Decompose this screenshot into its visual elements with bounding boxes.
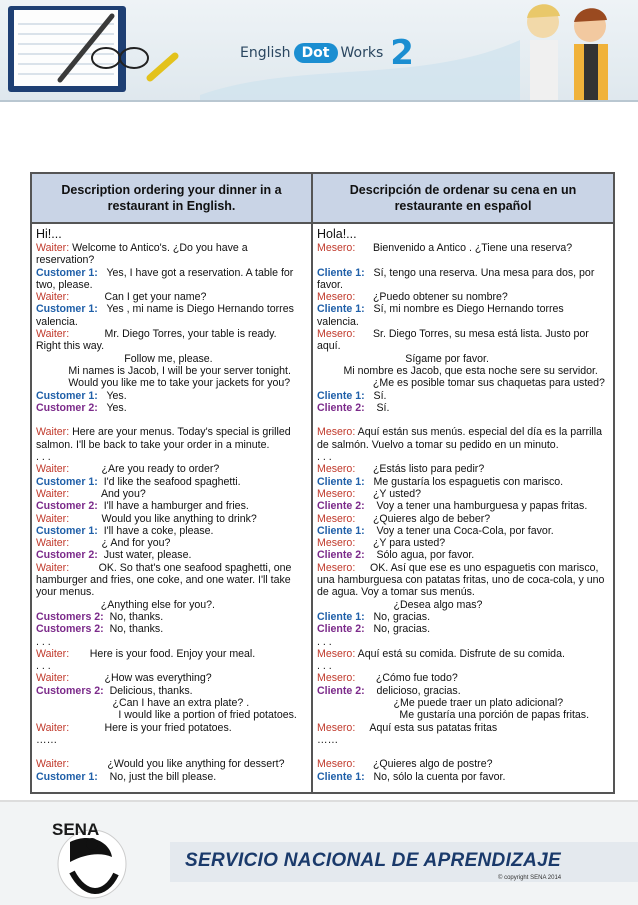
dialogue-line xyxy=(317,685,609,697)
dialogue-line xyxy=(317,463,609,475)
sena-logo-text: SENA xyxy=(52,820,100,839)
speaker-label-customer1: Customer 1: xyxy=(36,389,98,402)
line-text: …… xyxy=(317,733,339,746)
brand-dot: Dot xyxy=(294,43,338,63)
dialogue-line xyxy=(36,697,307,709)
line-text: Aquí están sus menús. especial del día es la parrilla xyxy=(355,426,603,439)
institution-name: SERVICIO NACIONAL DE APRENDIZAJE xyxy=(185,850,561,871)
line-text: de salmón. Vuelvo a tomar su pedido en un minuto. xyxy=(317,438,559,451)
sena-logo-icon xyxy=(58,830,126,898)
dialogue-line xyxy=(36,242,307,254)
line-text: Aquí está su comida. Disfrute de su comida. xyxy=(355,647,565,660)
line-text: ¿Y usted? xyxy=(355,487,422,500)
dialogue-line xyxy=(317,365,609,377)
english-dialogue xyxy=(32,224,311,783)
dialogue-line xyxy=(36,672,307,684)
line-text: ¿Would you like anything for dessert? xyxy=(69,758,285,771)
line-text: No, just the bill please. xyxy=(97,770,217,783)
brand-number: 2 xyxy=(390,33,414,73)
line-text: ¿Desea algo mas? xyxy=(317,598,483,611)
dialogue-line xyxy=(317,549,609,561)
dialogue-line xyxy=(317,574,609,586)
dialogue-line xyxy=(317,303,609,315)
line-text: . . . xyxy=(317,660,332,673)
dialogue-line xyxy=(317,242,609,254)
dialogue-line xyxy=(36,402,307,414)
line-text: aquí. xyxy=(317,340,341,353)
brand-left: English xyxy=(240,45,291,61)
english-column-header: Description ordering your dinner in a restaurant in English. xyxy=(32,174,311,224)
line-text: Delicious, thanks. xyxy=(103,684,193,697)
line-text: OK. Así que ese es uno espaguetis con marisco, xyxy=(355,561,599,574)
line-text: Voy a tener una hamburguesa y papas fritas. xyxy=(364,500,588,513)
speaker-label-waiter: Mesero: xyxy=(317,426,356,439)
page-header xyxy=(0,0,638,102)
speaker-label-customer1: Customer 1: xyxy=(36,303,98,316)
dialogue-line xyxy=(317,525,609,537)
spanish-column-header: Descripción de ordenar su cena en un restaurante en español xyxy=(313,174,613,224)
speaker-label-waiter: Waiter: xyxy=(36,512,70,525)
dialogue-line xyxy=(317,537,609,549)
dialogue-line xyxy=(317,648,609,660)
dialogue-line xyxy=(36,303,307,315)
line-text: Follow me, please. xyxy=(36,352,213,365)
line-text: ¿Can I have an extra plate? . xyxy=(36,696,250,709)
dialogue-line xyxy=(36,611,307,623)
line-text: valencia. xyxy=(317,315,359,328)
dialogue-line xyxy=(36,254,307,266)
line-text: . . . xyxy=(36,451,51,464)
dialogue-line xyxy=(36,648,307,660)
speaker-label-customer1: Cliente 1: xyxy=(317,770,365,783)
dialogue-line xyxy=(317,636,609,648)
speaker-label-customer2: Customers 2: xyxy=(36,623,104,636)
line-text: Yes, I have got a reservation. A table for xyxy=(97,266,294,279)
line-text: Yes , mi name is Diego Hernando torres xyxy=(97,303,294,316)
spanish-dialogue xyxy=(313,224,613,783)
line-text: favor. xyxy=(317,278,343,291)
line-text: Me gustaría una porción de papas fritas. xyxy=(317,709,590,722)
dialogue-line xyxy=(36,291,307,303)
dialogue-line xyxy=(36,328,307,340)
speaker-label-waiter: Waiter: xyxy=(36,537,70,550)
line-text: Sí, tengo una reserva. Una mesa para dos, por xyxy=(364,266,595,279)
line-text: I'd like the seafood spaghetti. xyxy=(97,475,241,488)
line-text: No, sólo la cuenta por favor. xyxy=(364,770,506,783)
line-text: ¿Y para usted? xyxy=(355,537,446,550)
line-text: valencia. xyxy=(36,315,78,328)
line-text: Me gustaría los espaguetis con marisco. xyxy=(364,475,564,488)
line-text: Sígame por favor. xyxy=(317,352,489,365)
dialogue-line xyxy=(317,316,609,328)
line-text: . . . xyxy=(36,660,51,673)
line-text: Voy a tener una Coca-Cola, por favor. xyxy=(364,524,554,537)
dialogue-line xyxy=(36,227,307,242)
line-text: una hamburguesa con patatas fritas, uno de coca-cola, y uno xyxy=(317,574,605,587)
line-text: Aquí esta sus patatas fritas xyxy=(355,721,498,734)
line-text: salmon. I'll be back to take your order in a minute. xyxy=(36,438,270,451)
line-text: ¿Estás listo para pedir? xyxy=(355,463,485,476)
dialogue-line xyxy=(36,562,307,574)
speaker-label-waiter: Mesero: xyxy=(317,463,356,476)
speaker-label-customer2: Cliente 2: xyxy=(317,549,365,562)
line-text: reservation? xyxy=(36,254,95,267)
speaker-label-customer1: Cliente 1: xyxy=(317,524,365,537)
line-text: No, thanks. xyxy=(103,623,164,636)
dialogue-line xyxy=(36,636,307,648)
line-text: Sí, mi nombre es Diego Hernando torres xyxy=(364,303,564,316)
line-text: Here are your menus. Today's special is grilled xyxy=(69,426,291,439)
dialogue-line xyxy=(317,599,609,611)
speaker-label-customer2: Cliente 2: xyxy=(317,684,365,697)
line-text: ¿Puedo obtener su nombre? xyxy=(355,291,508,304)
dialogue-line xyxy=(317,758,609,770)
dialogue-line xyxy=(317,513,609,525)
dialogue-line xyxy=(36,537,307,549)
speaker-label-waiter: Mesero: xyxy=(317,721,356,734)
dialogue-line xyxy=(317,500,609,512)
line-text: ¿Quieres algo de postre? xyxy=(355,758,493,771)
brand-logo xyxy=(240,33,414,73)
dialogue-line xyxy=(36,709,307,721)
dialogue-line xyxy=(317,611,609,623)
dialogue-line xyxy=(317,340,609,352)
speaker-label-waiter: Waiter: xyxy=(36,242,70,254)
speaker-label-waiter: Waiter: xyxy=(36,721,70,734)
line-text: Sí. xyxy=(364,401,390,414)
brand-right: Works xyxy=(340,45,384,61)
dialogue-line xyxy=(36,599,307,611)
dialogue-line xyxy=(36,623,307,635)
speaker-label-customer2: Customer 2: xyxy=(36,401,98,414)
line-text: I'll have a hamburger and fries. xyxy=(97,500,249,513)
dialogue-line xyxy=(36,279,307,291)
dialogue-line xyxy=(36,353,307,365)
speaker-label-waiter: Waiter: xyxy=(36,647,70,660)
line-text: OK. So that's one seafood spaghetti, one xyxy=(69,561,292,574)
dialogue-line xyxy=(317,279,609,291)
dialogue-line xyxy=(317,771,609,783)
line-text: ¿Anything else for you?. xyxy=(36,598,215,611)
speaker-label-customer2: Customer 2: xyxy=(36,549,98,562)
speaker-label-waiter: Mesero: xyxy=(317,512,356,525)
line-text: Would you like anything to drink? xyxy=(69,512,257,525)
line-text: Just water, please. xyxy=(97,549,192,562)
dialogue-line xyxy=(317,402,609,414)
speaker-label-waiter: Mesero: xyxy=(317,647,356,660)
students-illustration xyxy=(527,4,608,100)
speaker-label-waiter: Mesero: xyxy=(317,291,356,304)
speaker-label-waiter: Mesero: xyxy=(317,242,356,254)
dialogue-line xyxy=(317,734,609,746)
speaker-label-waiter: Waiter: xyxy=(36,487,70,500)
dialogue-line xyxy=(36,390,307,402)
dialogue-line xyxy=(36,377,307,389)
dialogue-line xyxy=(36,463,307,475)
speaker-label-customer1: Cliente 1: xyxy=(317,389,365,402)
speaker-label-waiter: Waiter: xyxy=(36,463,70,476)
dialogue-line xyxy=(317,439,609,451)
dialogue-line xyxy=(317,697,609,709)
dialogue-line xyxy=(36,525,307,537)
line-text: No, thanks. xyxy=(103,610,164,623)
line-text: Sólo agua, por favor. xyxy=(364,549,475,562)
speaker-label-waiter: Waiter: xyxy=(36,328,70,341)
dialogue-line xyxy=(317,722,609,734)
copyright-text: © copyright SENA 2014 xyxy=(498,875,562,881)
dialogue-line xyxy=(317,623,609,635)
dialogue-line xyxy=(317,476,609,488)
dialogue-line xyxy=(36,500,307,512)
dialogue-line xyxy=(36,316,307,328)
dialogue-line xyxy=(36,365,307,377)
speaker-label-waiter: Mesero: xyxy=(317,328,356,341)
speaker-label-customer1: Cliente 1: xyxy=(317,303,365,316)
speaker-label-customer2: Cliente 2: xyxy=(317,623,365,636)
dialogue-line xyxy=(36,758,307,770)
dialogue-line xyxy=(317,377,609,389)
line-text: I would like a portion of fried potatoes. xyxy=(36,709,297,722)
line-text: de agua. Voy a tomar sus menús. xyxy=(317,586,475,599)
dialogue-line xyxy=(36,426,307,438)
line-text: No, gracias. xyxy=(364,623,431,636)
line-text: ¿Me puede traer un plato adicional? xyxy=(317,696,564,709)
dialogue-line xyxy=(36,451,307,463)
line-text: Hi!... xyxy=(36,227,62,241)
line-text: ¿Me es posible tomar sus chaquetas para usted? xyxy=(317,377,605,390)
line-text: Sr. Diego Torres, su mesa está lista. Justo por xyxy=(355,328,589,341)
dialogue-line xyxy=(317,451,609,463)
dialogue-line xyxy=(317,426,609,438)
speaker-label-waiter: Mesero: xyxy=(317,561,356,574)
speaker-label-waiter: Waiter: xyxy=(36,291,70,304)
speaker-label-customer2: Cliente 2: xyxy=(317,401,365,414)
line-text: ¿Quieres algo de beber? xyxy=(355,512,491,525)
dialogue-line xyxy=(36,771,307,783)
dialogue-line xyxy=(36,734,307,746)
line-text: ¿Are you ready to order? xyxy=(69,463,220,476)
line-text: two, please. xyxy=(36,278,93,291)
dialogue-line xyxy=(317,328,609,340)
dialogue-line xyxy=(317,267,609,279)
dialogue-line xyxy=(36,586,307,598)
dialogue-line xyxy=(36,488,307,500)
dialogue-line xyxy=(36,722,307,734)
line-text: your menus. xyxy=(36,586,95,599)
line-text: Right this way. xyxy=(36,340,105,353)
line-text: No, gracias. xyxy=(364,610,431,623)
dialogue-line xyxy=(36,685,307,697)
line-text: Mi names is Jacob, I will be your server tonight. xyxy=(36,364,291,377)
dialogue-line xyxy=(317,488,609,500)
line-text: I'll have a coke, please. xyxy=(97,524,214,537)
speaker-label-waiter: Mesero: xyxy=(317,537,356,550)
speaker-label-customer2: Cliente 2: xyxy=(317,500,365,513)
dialogue-line xyxy=(317,254,609,266)
line-text: ¿How was everything? xyxy=(69,672,212,685)
dialogue-line xyxy=(317,227,609,242)
dialogue-line xyxy=(36,574,307,586)
speaker-label-customer1: Customer 1: xyxy=(36,475,98,488)
speaker-label-customer1: Cliente 1: xyxy=(317,610,365,623)
dialogue-line xyxy=(36,476,307,488)
speaker-label-customer1: Customer 1: xyxy=(36,524,98,537)
speaker-label-waiter: Waiter: xyxy=(36,758,70,771)
speaker-label-customer2: Customers 2: xyxy=(36,610,104,623)
line-text: . . . xyxy=(317,451,332,464)
dialogue-line xyxy=(317,660,609,672)
line-text: delicioso, gracias. xyxy=(364,684,461,697)
line-text: Here is your fried potatoes. xyxy=(69,721,232,734)
line-text: ¿ And for you? xyxy=(69,537,171,550)
dialogue-line xyxy=(36,549,307,561)
dialogue-line xyxy=(317,353,609,365)
speaker-label-customer2: Customer 2: xyxy=(36,500,98,513)
line-text: And you? xyxy=(69,487,146,500)
dialogue-line xyxy=(36,660,307,672)
spanish-column xyxy=(313,174,613,792)
line-text: Bienvenido a Antico . ¿Tiene una reserva? xyxy=(355,242,573,254)
line-text: . . . xyxy=(317,635,332,648)
line-text: Hola!... xyxy=(317,227,357,241)
speaker-label-waiter: Mesero: xyxy=(317,758,356,771)
dialogue-line xyxy=(36,340,307,352)
dialogue-line xyxy=(36,439,307,451)
line-text: ¿Cómo fue todo? xyxy=(355,672,458,685)
dialogue-line xyxy=(317,672,609,684)
line-text: …… xyxy=(36,733,58,746)
page-footer xyxy=(0,800,638,905)
speaker-label-customer1: Customer 1: xyxy=(36,266,98,279)
dialogue-line xyxy=(317,390,609,402)
line-text: hamburger and fries, one coke, and one water. I'll take xyxy=(36,574,291,587)
speaker-label-customer1: Cliente 1: xyxy=(317,266,365,279)
dialogue-line xyxy=(317,562,609,574)
dialogue-line xyxy=(317,291,609,303)
speaker-label-waiter: Waiter: xyxy=(36,426,70,439)
dialogue-line xyxy=(317,746,609,758)
dialogue-line xyxy=(36,513,307,525)
speaker-label-customer1: Cliente 1: xyxy=(317,475,365,488)
speaker-label-waiter: Waiter: xyxy=(36,672,70,685)
line-text: Would you like me to take your jackets for you? xyxy=(36,377,291,390)
line-text: Mr. Diego Torres, your table is ready. xyxy=(69,328,277,341)
dialogue-line xyxy=(36,414,307,426)
dialogue-line xyxy=(317,709,609,721)
line-text: Welcome to Antico's. ¿Do you have a xyxy=(69,242,248,254)
line-text: Yes. xyxy=(97,389,127,402)
line-text: Mi nombre es Jacob, que esta noche sere su servidor. xyxy=(317,364,598,377)
dialogue-line xyxy=(317,586,609,598)
dialogue-line xyxy=(317,414,609,426)
speaker-label-waiter: Mesero: xyxy=(317,672,356,685)
dialogue-line xyxy=(36,267,307,279)
dialogue-line xyxy=(36,746,307,758)
speaker-label-waiter: Mesero: xyxy=(317,487,356,500)
speaker-label-customer1: Customer 1: xyxy=(36,770,98,783)
line-text: . . . xyxy=(36,635,51,648)
line-text: Can I get your name? xyxy=(69,291,207,304)
english-column xyxy=(32,174,311,792)
line-text: Here is your food. Enjoy your meal. xyxy=(69,647,256,660)
line-text: Sí. xyxy=(364,389,387,402)
speaker-label-waiter: Waiter: xyxy=(36,561,70,574)
line-text: Yes. xyxy=(97,401,127,414)
speaker-label-customer2: Customers 2: xyxy=(36,684,104,697)
dialogue-table xyxy=(30,172,615,794)
